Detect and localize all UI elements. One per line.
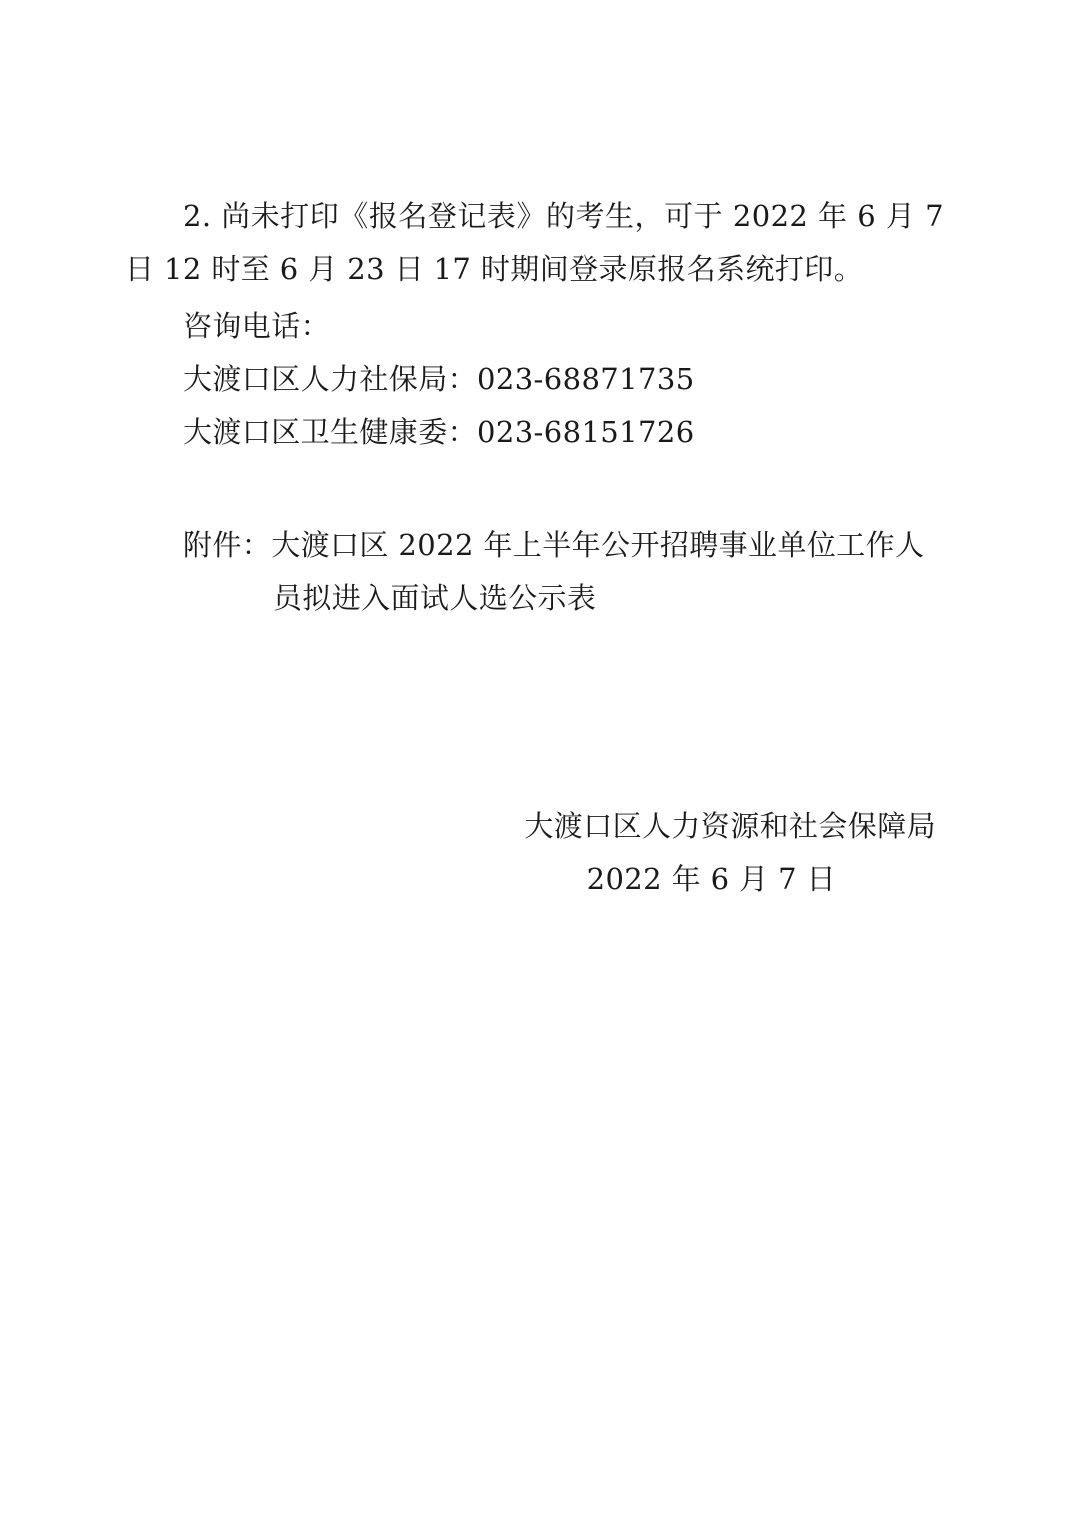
- attachment-line-second: 员拟进入面试人选公示表: [272, 581, 597, 615]
- attachment-line-first: 附件：大渡口区 2022 年上半年公开招聘事业单位工作人: [183, 528, 925, 562]
- contact-line-hr-bureau: 大渡口区人力社保局：023-68871735: [183, 362, 695, 396]
- contact-section: [125, 300, 944, 459]
- signature-organization: 大渡口区人力资源和社会保障局: [524, 809, 936, 843]
- numbered-paragraph-2: 2. 尚未打印《报名登记表》的考生，可于 2022 年 6 月 7 日 12 时至 6 月 23 日 17 时期间登录原报名系统打印。: [125, 199, 944, 286]
- contact-heading: 咨询电话：: [183, 309, 331, 343]
- contact-line-health-commission: 大渡口区卫生健康委：023-68151726: [183, 415, 695, 449]
- attachment-section: [125, 519, 944, 625]
- signature-section: [125, 800, 944, 906]
- signature-date: 2022 年 6 月 7 日: [586, 862, 836, 896]
